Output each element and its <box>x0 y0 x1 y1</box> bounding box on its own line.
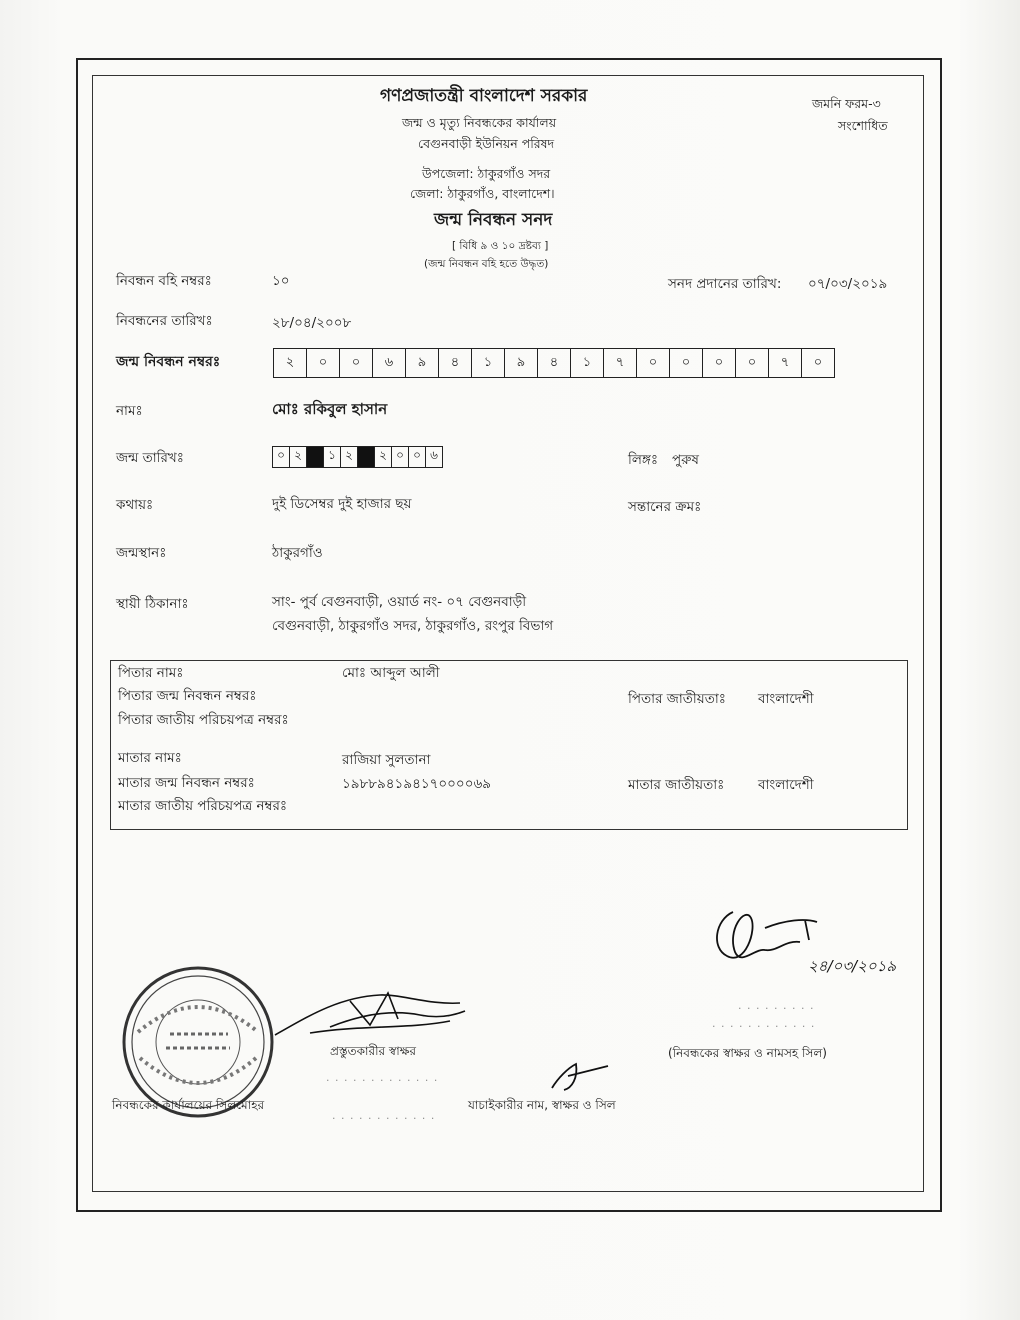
form-number: জমনি ফরম-৩ <box>812 96 881 111</box>
reg-digit-cell: ৭ <box>604 349 637 377</box>
rule-reference: [ বিধি ৯ ও ১০ দ্রষ্টব্য ] <box>452 240 549 252</box>
registration-date-label: নিবন্ধনের তারিখঃ <box>116 313 213 329</box>
reg-digit-cell: ০ <box>703 349 736 377</box>
certificate-title: জন্ম নিবন্ধন সনদ <box>434 210 553 230</box>
reg-digit-cell: ৯ <box>505 349 538 377</box>
father-nationality-value: বাংলাদেশী <box>758 691 814 707</box>
dob-separator-cell <box>358 447 375 467</box>
dob-digit-cell: ০ <box>273 447 290 467</box>
verifier-signature <box>548 1058 618 1094</box>
register-book-label: নিবন্ধন বহি নম্বরঃ <box>116 273 212 289</box>
reg-digit-cell: ০ <box>736 349 769 377</box>
father-nationality-label: পিতার জাতীয়তাঃ <box>628 691 726 707</box>
registrar-sign-label: (নিবন্ধকের স্বাক্ষর ও নামসহ সিল) <box>668 1046 827 1060</box>
mother-reg-label: মাতার জন্ম নিবন্ধন নম্বরঃ <box>118 775 255 791</box>
name-value: মোঃ রকিবুল হাসান <box>272 400 388 418</box>
in-words-label: কথায়ঃ <box>116 497 154 513</box>
issue-date-value: ০৭/০৩/২০১৯ <box>808 276 888 292</box>
address-line1: সাং- পুর্ব বেগুনবাড়ী, ওয়ার্ড নং- ০৭ বেগুনবাড়ী <box>272 594 527 610</box>
birthplace-value: ঠাকুরগাঁও <box>272 545 323 561</box>
father-name-value: মোঃ আব্দুল আলী <box>342 665 440 681</box>
dob-digit-cell: ২ <box>375 447 392 467</box>
registration-date-value: ২৮/০৪/২০০৮ <box>272 315 352 331</box>
verifier-label: যাচাইকারীর নাম, স্বাক্ষর ও সিল <box>468 1098 616 1112</box>
dob-label: জন্ম তারিখঃ <box>116 450 184 466</box>
dob-separator-cell <box>307 447 324 467</box>
office-name: জন্ম ও মৃত্যু নিবন্ধকের কার্যালয় <box>402 115 557 130</box>
reg-digit-cell: ১ <box>472 349 505 377</box>
reg-digit-cell: ০ <box>340 349 373 377</box>
mother-name-value: রাজিয়া সুলতানা <box>342 752 431 768</box>
dob-digit-cell: ০ <box>392 447 409 467</box>
mother-nationality-label: মাতার জাতীয়তাঃ <box>628 777 725 793</box>
verifier-stamp-text: · · · · · · · · · · · · · <box>326 1074 439 1087</box>
registrar-stamp-text-2: · · · · · · · · · · · · <box>712 1020 816 1033</box>
registrar-handwritten-date: ২৪/০৩/২০১৯ <box>808 957 897 975</box>
office-seal-label: নিবন্ধকের কার্যালয়ের সিলমোহর <box>112 1098 265 1112</box>
registrar-stamp-text: · · · · · · · · · <box>738 1002 815 1015</box>
reg-digit-cell: ০ <box>307 349 340 377</box>
name-label: নামঃ <box>116 403 143 419</box>
address-line2: বেগুনবাড়ী, ঠাকুরগাঁও সদর, ঠাকুরগাঁও, রংপুর বিভাগ <box>272 618 554 634</box>
reg-digit-cell: ৪ <box>439 349 472 377</box>
gender-value: পুরুষ <box>672 452 699 468</box>
dob-digit-cell: ৬ <box>430 448 438 462</box>
dob-boxes <box>272 446 443 468</box>
mother-name-label: মাতার নামঃ <box>118 750 182 766</box>
mother-nationality-value: বাংলাদেশী <box>758 777 814 793</box>
form-status: সংশোধিত <box>838 118 888 133</box>
gender-label: লিঙ্গঃ <box>628 452 659 468</box>
father-nid-label: পিতার জাতীয় পরিচয়পত্র নম্বরঃ <box>118 712 289 728</box>
registrar-signature <box>705 900 825 980</box>
reg-digit-cell: ৬ <box>373 349 406 377</box>
verifier-stamp-text-2: · · · · · · · · · · · · <box>332 1112 436 1125</box>
mother-nid-label: মাতার জাতীয় পরিচয়পত্র নম্বরঃ <box>118 798 288 814</box>
birth-reg-no-boxes <box>273 348 835 378</box>
reg-digit-cell: ৭ <box>769 349 802 377</box>
register-book-value: ১০ <box>272 273 290 289</box>
reg-digit-cell: ৯ <box>406 349 439 377</box>
mother-reg-value: ১৯৮৮৯৪১৯৪১৭০০০০৬৯ <box>342 776 492 792</box>
birth-order-label: সন্তানের ক্রমঃ <box>628 499 702 515</box>
union-name: বেগুনবাড়ী ইউনিয়ন পরিষদ <box>418 136 555 151</box>
preparer-signature <box>270 985 470 1045</box>
father-reg-label: পিতার জন্ম নিবন্ধন নম্বরঃ <box>118 688 257 704</box>
reg-digit-cell: ০ <box>813 354 823 370</box>
in-words-value: দুই ডিসেম্বর দুই হাজার ছয় <box>272 496 412 512</box>
birth-reg-no-label: জন্ম নিবন্ধন নম্বরঃ <box>116 354 221 370</box>
extract-note: (জন্ম নিবন্ধন বহি হতে উদ্ধৃত) <box>424 258 549 270</box>
government-title: গণপ্রজাতন্ত্রী বাংলাদেশ সরকার <box>380 86 588 106</box>
reg-digit-cell: ২ <box>274 349 307 377</box>
reg-digit-cell: ০ <box>637 349 670 377</box>
father-name-label: পিতার নামঃ <box>118 665 184 681</box>
reg-digit-cell: ০ <box>670 349 703 377</box>
dob-digit-cell: ২ <box>290 447 307 467</box>
address-label: স্থায়ী ঠিকানাঃ <box>116 596 189 612</box>
reg-digit-cell: ১ <box>571 349 604 377</box>
dob-digit-cell: ২ <box>341 447 358 467</box>
upazila: উপজেলা: ঠাকুরগাঁও সদর <box>422 166 551 181</box>
reg-digit-cell: ৪ <box>538 349 571 377</box>
preparer-sign-label: প্রস্তুতকারীর স্বাক্ষর <box>330 1044 417 1058</box>
dob-digit-cell: ১ <box>324 447 341 467</box>
dob-digit-cell: ০ <box>409 447 426 467</box>
birthplace-label: জন্মস্থানঃ <box>116 545 167 561</box>
issue-date-label: সনদ প্রদানের তারিখ: <box>668 276 782 292</box>
district: জেলা: ঠাকুরগাঁও, বাংলাদেশ। <box>410 186 555 201</box>
